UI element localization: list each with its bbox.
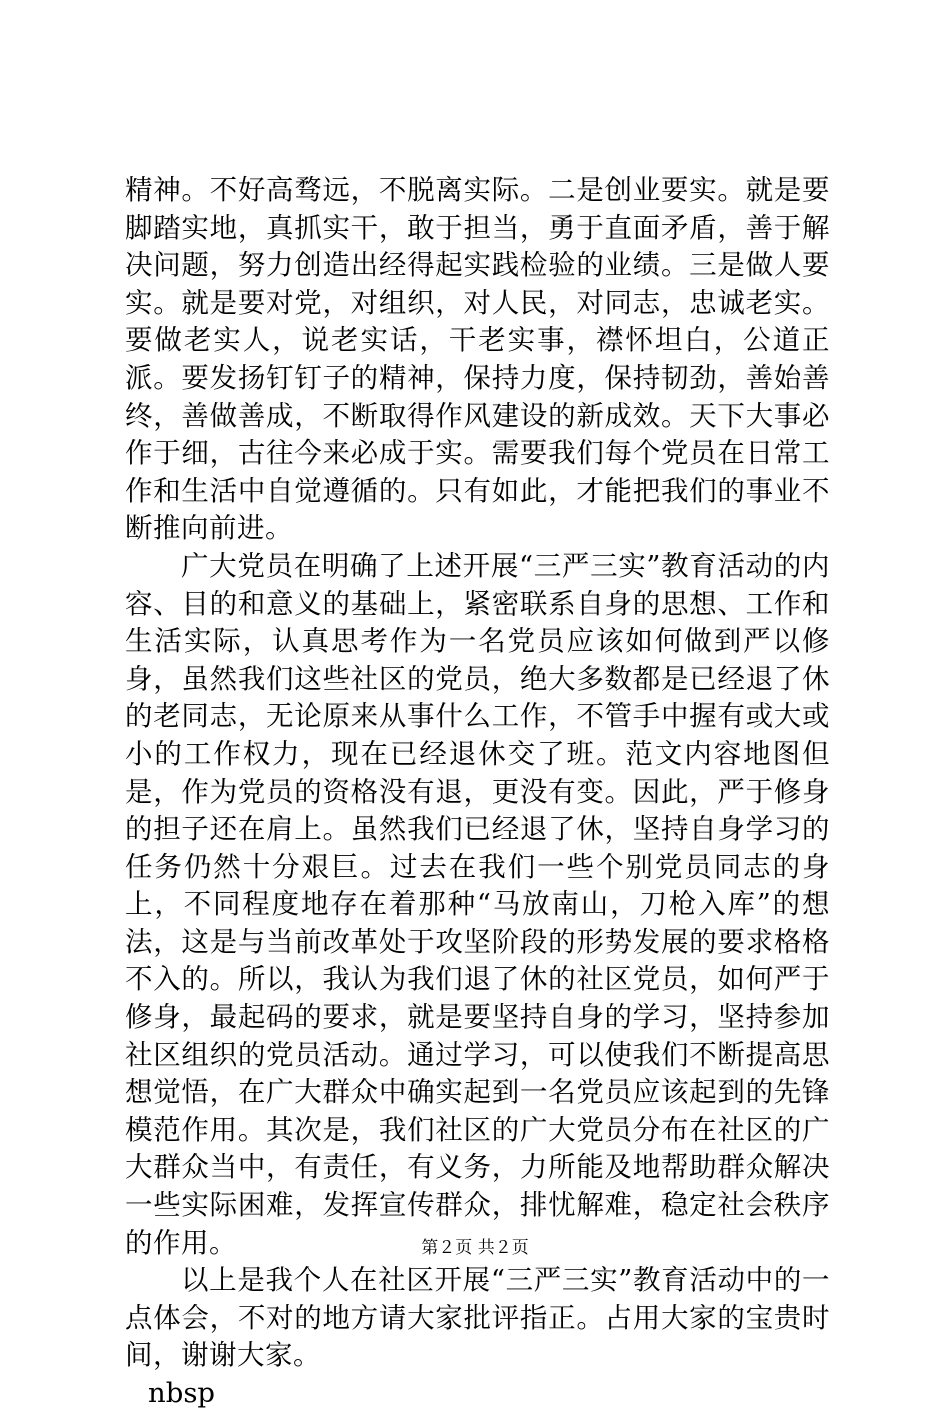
page-footer: 第２页 共２页 [421,1238,529,1258]
paragraph-1: 精神。不好高骛远，不脱离实际。二是创业要实。就是要脚踏实地，真抓实干，敢于担当，勇于直面矛盾，善于解决问题，努力创造出经得起实践检验的业绩。三是做人要实。就是要对党，对组织，对人民，对同志，忠诚老实。要做老实人，说老实话，干老实事，襟怀坦白，公道正派。要发扬钉钉子的精神，保持力度，保持韧劲，善始善终，善做善成，不断取得作风建设的新成效。天下大事必作于细，古往今来必成于实。需要我们每个党员在日常工作和生活中自觉遵循的。只有如此，才能把我们的事业不断推向前进。 [125,174,830,545]
paragraph-2: 广大党员在明确了上述开展“三严三实”教育活动的内容、目的和意义的基础上，紧密联系自身的思想、工作和生活实际，认真思考作为一名党员应该如何做到严以修身，虽然我们这些社区的党员，绝大多数都是已经退了休的老同志，无论原来从事什么工作，不管手中握有或大或小的工作权力，现在已经退休交了班。范文内容地图但是，作为党员的资格没有退，更没有变。因此，严于修身的担子还在肩上。虽然我们已经退了休，坚持自身学习的任务仍然十分艰巨。过去在我们一些个别党员同志的身上，不同程度地存在着那种“马放南山，刀枪入库”的想法，这是与当前改革处于攻坚阶段的形势发展的要求格格不入的。所以，我认为我们退了休的社区党员，如何严于修身，最起码的要求，就是要坚持自身的学习，坚持参加社区组织的党员活动。通过学习，可以使我们不断提高思想觉悟，在广大群众中确实起到一名党员应该起到的先锋模范作用。其次是，我们社区的广大党员分布在社区的广大群众当中，有责任，有义务，力所能及地帮助群众解决一些实际困难，发挥宣传群众，排忧解难，稳定社会秩序的作用。 [125,549,830,1259]
document-body [125,172,830,1413]
paragraph-4: nbsp [148,1377,216,1409]
paragraph-3: 以上是我个人在社区开展“三严三实”教育活动中的一点体会，不对的地方请大家批评指正。占用大家的宝贵时间，谢谢大家。 [125,1264,830,1372]
